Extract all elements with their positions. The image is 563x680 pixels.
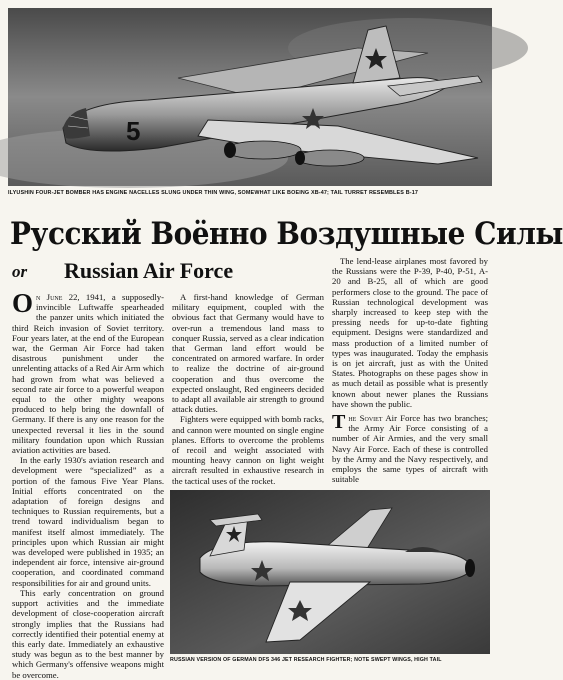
article-column-1: [12, 288, 165, 680]
col2-paragraph-1: A first-hand knowledge of German military equipment, coupled with the obvious fact that Germany would have to over-run a tremendous land mass to conquer Russia, served as a clear indication that German land effort would be concentrated on armored warfare. In order to realize the doctrine of air-ground cooperation and thus overcome the expected onslaught, Red engineers decided to adapt all available air strength to ground attack duties.: [172, 292, 324, 415]
headline-english: Russian Air Force: [64, 258, 234, 283]
headline-russian: Русский Воённо Воздушные Силы: [10, 216, 563, 252]
lead-in: n June 22, 1941,: [36, 292, 106, 302]
col1-paragraph-3: This early concentration on ground support activities and the immediate development of close-cooperation aircraft strongly implies that the Russians had correctly identified their potential enemy at this early date. Immediately an exhaustive study was begun as to the best manner by which Germany's offensive weapons might be overcome.: [12, 587, 164, 680]
bottom-photo-jet-fighter: [170, 490, 490, 654]
bottom-photo-caption: RUSSIAN VERSION OF GERMAN DFS 346 JET RESEARCH FIGHTER; NOTE SWEPT WINGS, HIGH TAIL: [170, 657, 442, 663]
col1-paragraph-2: In the early 1930's aviation research and development were “specialized” as a portion of the famous Five Year Plans. Initial efforts concentrated on the adaptation of foreign designs and techniques to Russian requirements, but a trend toward individualism began to manifest itself almost immediately. The principles upon which Russian air might was developed were published in 1935; an independent air force, intensive air-ground cooperation, and coordinated command responsibilities for air and ground units.: [12, 455, 164, 588]
dropcap-2: T: [332, 411, 346, 434]
col3-paragraph-1: The lend-lease airplanes most favored by the Russians were the P-39, P-40, P-51, A-20 and B-25, all of which are good performers close to the ground. The pace of Russian technological development was sharply increased to keep step with the pressing needs for up-to-date fighting equipment. Designs were standardized and mass production of a limited number of types was inaugurated. Today the emphasis is on jet aircraft, just as with the United States. Photographs on these pages show in as much detail as possible what is presently known about newer planes the Russians have shown the public.: [332, 256, 488, 409]
top-photo-bomber: [8, 8, 492, 186]
article-column-3: [332, 256, 488, 488]
col3-p2-text: Air Force has two branches; the Army Air Force consisting of a number of Air Armies, and the very small Navy Air Force. Each of these is controlled by the Army and the Navy respectively, and employs the same types of aircraft with suitable: [332, 413, 489, 485]
col2-paragraph-2: Fighters were equipped with bomb racks, and cannon were mounted on single engine planes. Efforts to overcome the problems of recoil and weight associated with mounting heavy cannon on light weight aircraft resulted in exhaustive research in the tactical uses of the rocket.: [172, 414, 324, 486]
lead-in-2: he Soviet: [348, 413, 383, 424]
dropcap: O: [12, 288, 34, 318]
top-photo-caption: ILYUSHIN FOUR-JET BOMBER HAS ENGINE NACELLES SLUNG UNDER THIN WING, SOMEWHAT LIKE BOEING XB-47; TAIL TURRET RESEMBLES B-17: [8, 190, 419, 196]
aircraft-number: 5: [126, 116, 141, 146]
headline-or: or: [12, 262, 28, 281]
col3-paragraph-2: [332, 413, 488, 484]
article-column-2: [172, 292, 324, 486]
col1-p1-text: a supposedly-invincible Luftwaffe spearheaded the panzer units which initiated the third Reich invasion of Soviet territory. Four years later, at the end of the European war, the German Air Force had taken disastrous punishment under the unrelenting attacks of a Red Air Arm which had grown from what was believed a second rate air force to a powerful weapon equal to the other mighty weapons produced to help bring the downfall of Germany. If there is any one reason for the unexpected reversal it lies in the sound military foundation upon which Russian aviation activities are based.: [12, 292, 165, 456]
col1-paragraph-1: [12, 288, 165, 456]
